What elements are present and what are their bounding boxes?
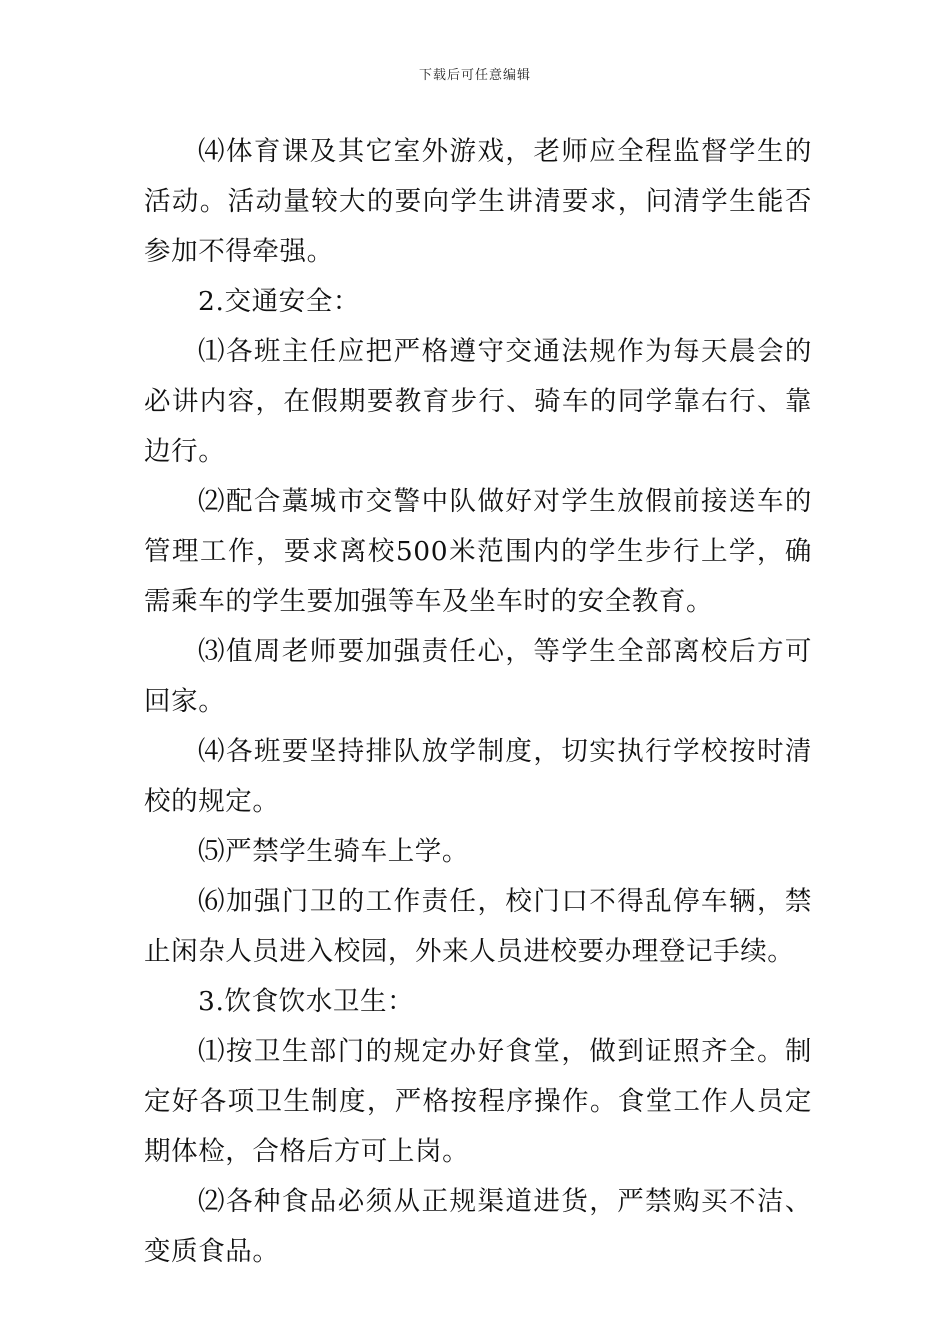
paragraph-duty-teacher: ⑶值周老师要加强责任心，等学生全部离校后方可回家。 xyxy=(144,636,812,717)
section-heading-food-hygiene: 3.饮食饮水卫生： xyxy=(198,986,415,1017)
paragraph-canteen: ⑴按卫生部门的规定办好食堂，做到证照齐全。制定好各项卫生制度，严格按程序操作。食堂工作人员定期体检，合格后方可上岗。 xyxy=(144,1036,812,1167)
paragraph-pe-supervision: ⑷体育课及其它室外游戏，老师应全程监督学生的活动。活动量较大的要向学生讲清要求，问清学生能否参加不得牵强。 xyxy=(144,136,812,267)
paragraph-gatekeeper: ⑹加强门卫的工作责任，校门口不得乱停车辆，禁止闲杂人员进入校园，外来人员进校要办理登记手续。 xyxy=(144,886,812,967)
page-header: 下载后可任意编辑 xyxy=(418,68,531,83)
paragraph-queue-dismissal: ⑷各班要坚持排队放学制度，切实执行学校按时清校的规定。 xyxy=(144,736,812,817)
paragraph-no-cycling: ⑸严禁学生骑车上学。 xyxy=(198,836,469,867)
section-heading-traffic-safety: 2.交通安全： xyxy=(198,286,360,317)
document-body xyxy=(144,127,812,1277)
paragraph-pickup-vehicles: ⑵配合藁城市交警中队做好对学生放假前接送车的管理工作，要求离校500米范围内的学生步行上学，确需乘车的学生要加强等车及坐车时的安全教育。 xyxy=(144,486,812,617)
paragraph-traffic-rules: ⑴各班主任应把严格遵守交通法规作为每天晨会的必讲内容，在假期要教育步行、骑车的同学靠右行、靠边行。 xyxy=(144,336,812,467)
paragraph-food-sourcing: ⑵各种食品必须从正规渠道进货，严禁购买不洁、变质食品。 xyxy=(144,1186,812,1267)
